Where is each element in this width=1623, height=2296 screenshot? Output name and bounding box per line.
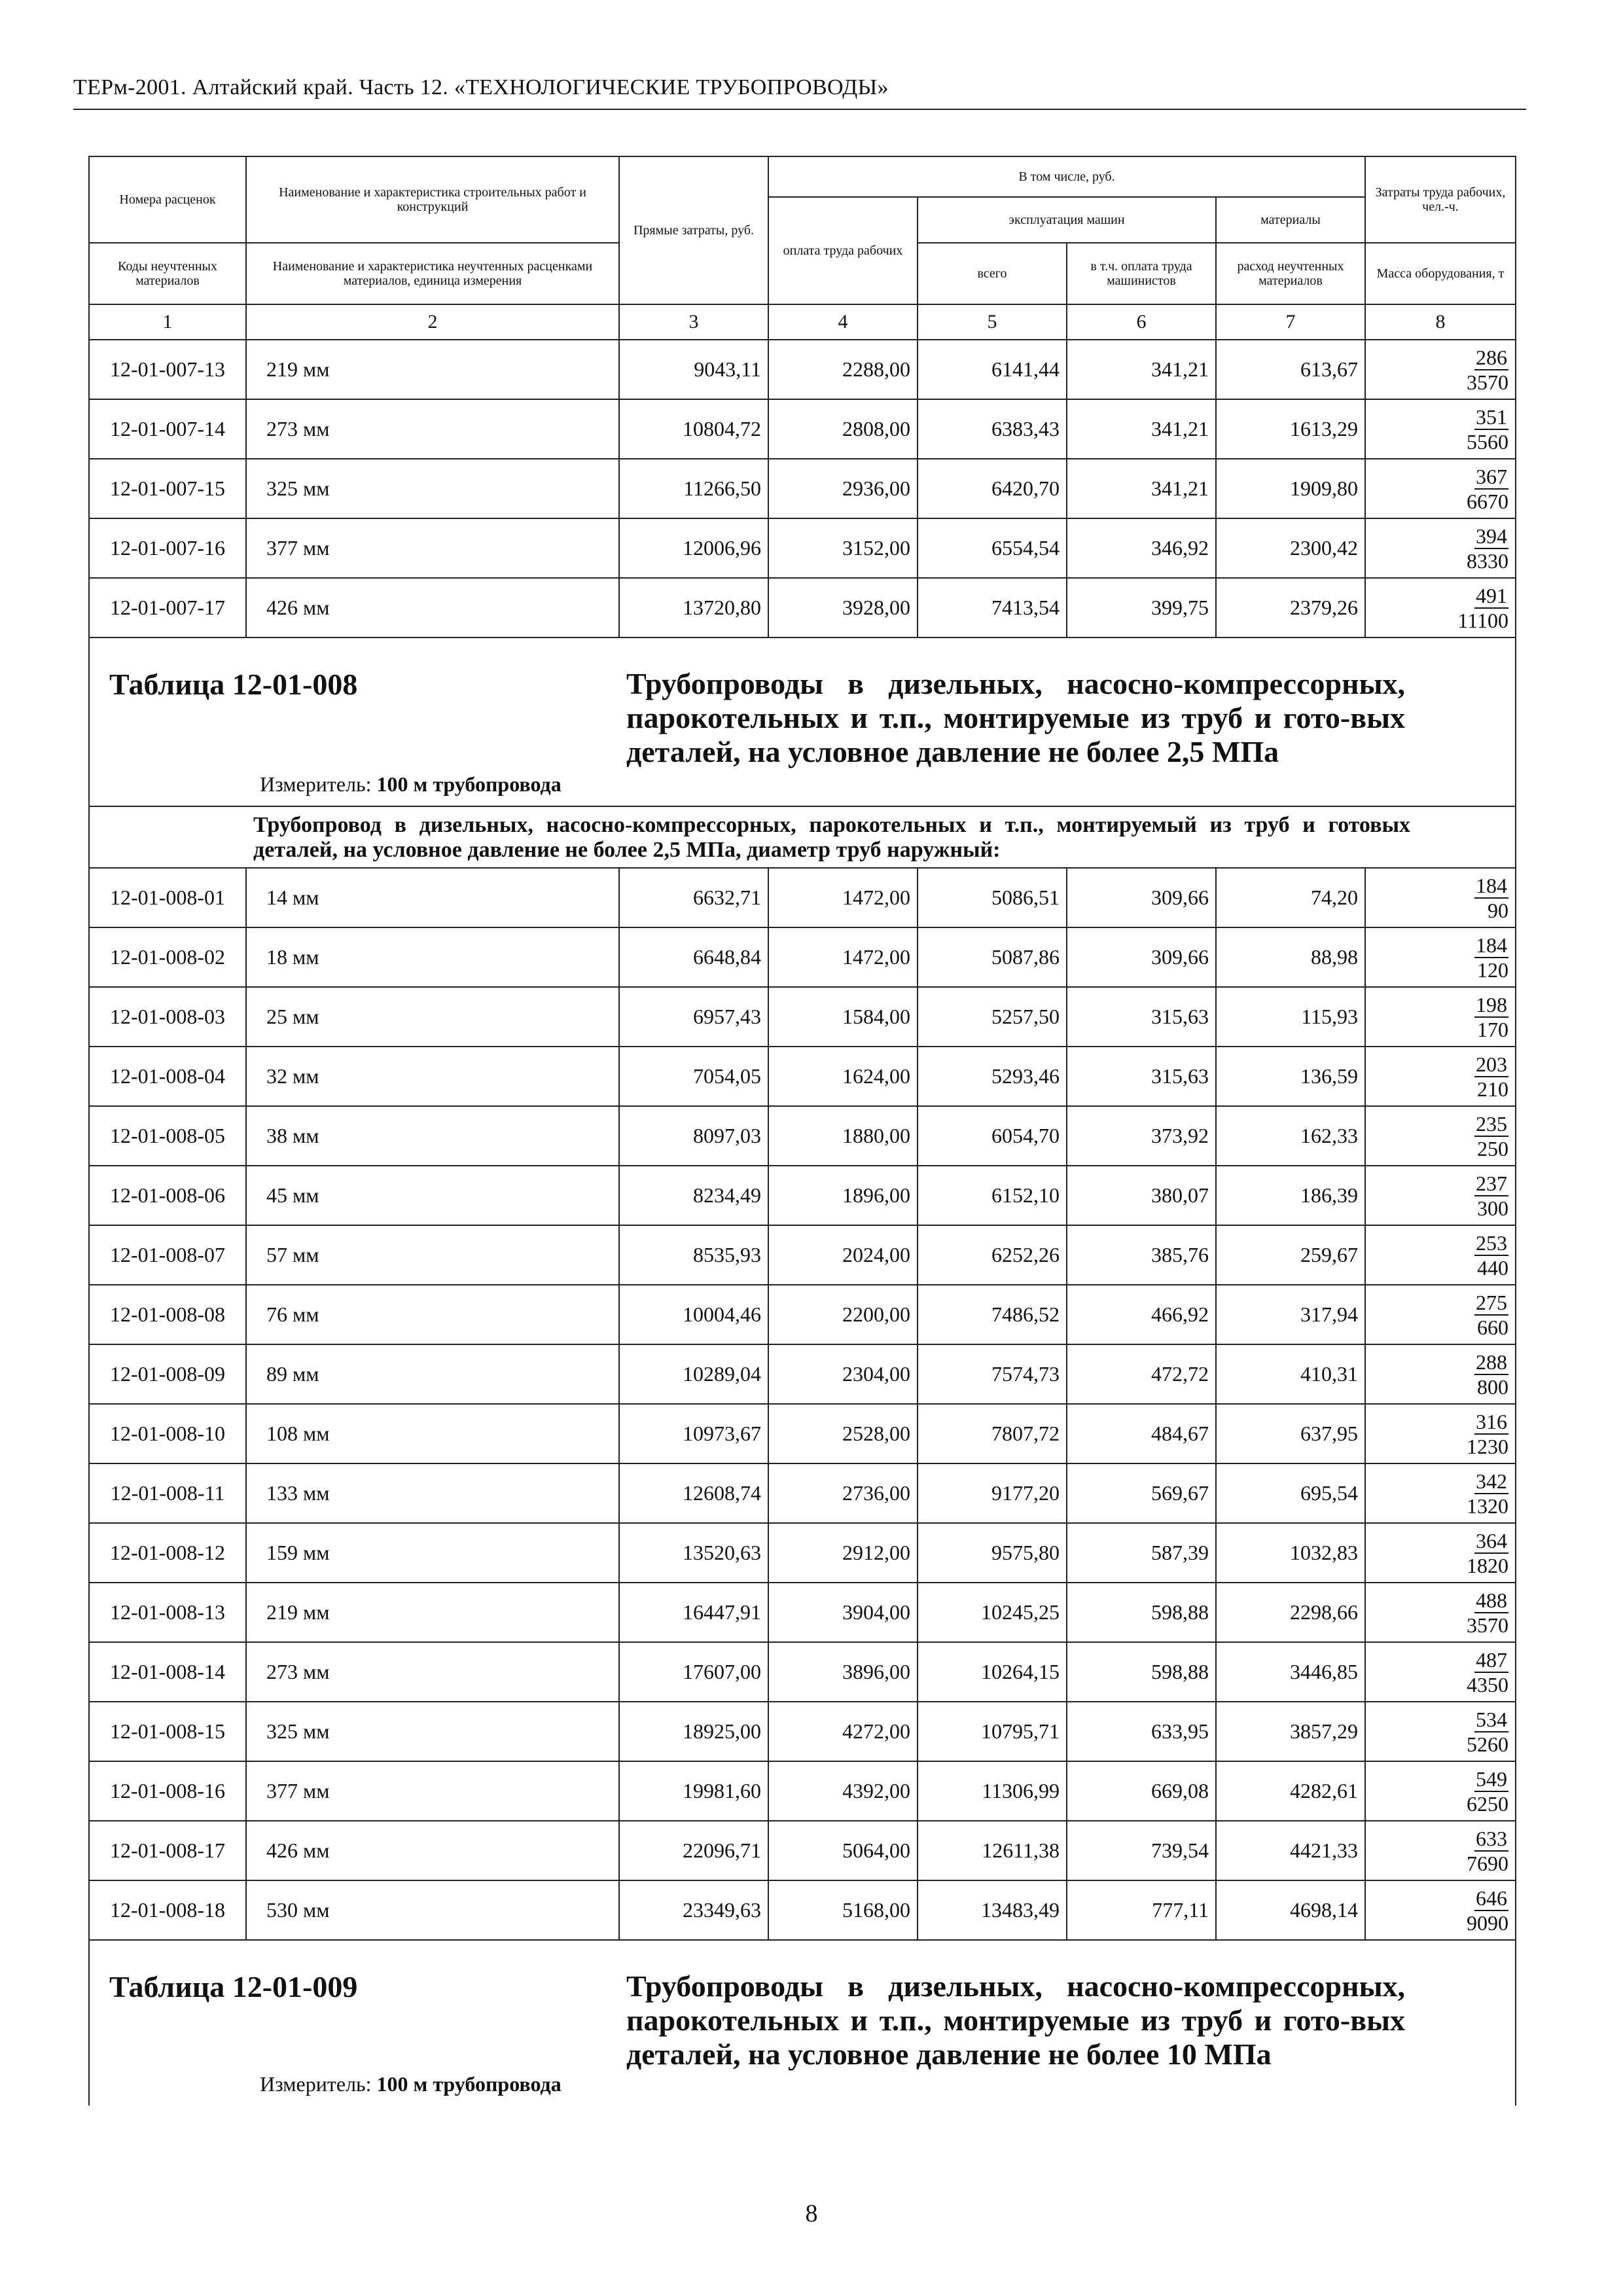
table-row	[89, 1047, 1516, 1106]
direct-cost: 10004,46	[619, 1285, 768, 1344]
equipment-mass: 4350	[1467, 1672, 1508, 1696]
equipment-mass: 210	[1477, 1077, 1508, 1101]
rate-code: 12-01-008-18	[89, 1880, 246, 1940]
col-machinist-pay-header: в т.ч. оплата труда машинистов	[1067, 243, 1216, 304]
rate-code: 12-01-008-05	[89, 1106, 246, 1166]
machines-total: 7413,54	[918, 578, 1067, 637]
table-row	[89, 1285, 1516, 1344]
machines-total: 5293,46	[918, 1047, 1067, 1106]
table-row	[89, 1821, 1516, 1880]
materials: 4421,33	[1216, 1821, 1365, 1880]
labor-and-mass	[1365, 578, 1516, 637]
machines-total: 7574,73	[918, 1344, 1067, 1404]
machinist-pay: 315,63	[1067, 987, 1216, 1047]
item-name: 159 мм	[246, 1523, 619, 1583]
machines-total: 9177,20	[918, 1463, 1067, 1523]
item-name: 325 мм	[246, 459, 619, 518]
direct-cost: 8535,93	[619, 1225, 768, 1285]
labor-pay: 2304,00	[768, 1344, 918, 1404]
rate-code: 12-01-008-03	[89, 987, 246, 1047]
table-row	[89, 459, 1516, 518]
column-number: 8	[1365, 304, 1516, 340]
machinist-pay: 484,67	[1067, 1404, 1216, 1463]
direct-cost: 23349,63	[619, 1880, 768, 1940]
rate-code: 12-01-008-01	[89, 868, 246, 927]
labor-and-mass	[1365, 399, 1516, 459]
labor-pay: 2912,00	[768, 1523, 918, 1583]
direct-cost: 12006,96	[619, 518, 768, 578]
equipment-mass: 6250	[1467, 1791, 1508, 1816]
col-machines-total-header: всего	[918, 243, 1067, 304]
column-number: 2	[246, 304, 619, 340]
labor-cost: 646	[1476, 1886, 1507, 1910]
measurement-unit: Измеритель: 100 м трубопровода	[260, 772, 562, 796]
item-name: 325 мм	[246, 1702, 619, 1761]
col-mass-header: Масса оборудования, т	[1365, 243, 1516, 304]
direct-cost: 6957,43	[619, 987, 768, 1047]
labor-pay: 2808,00	[768, 399, 918, 459]
labor-cost: 342	[1476, 1469, 1507, 1493]
rate-code: 12-01-008-02	[89, 927, 246, 987]
labor-and-mass	[1365, 1404, 1516, 1463]
table-12-01-009-heading	[89, 1940, 1516, 2106]
table-row	[89, 1463, 1516, 1523]
rate-code: 12-01-008-06	[89, 1166, 246, 1225]
table-title: Трубопроводы в дизельных, насосно-компрессорных, парокотельных и т.п., монтируемые из труб и гото-вых деталей, на условное давление не более 2,5 МПа	[626, 667, 1405, 768]
labor-pay: 1880,00	[768, 1106, 918, 1166]
rate-code: 12-01-007-14	[89, 399, 246, 459]
materials: 3446,85	[1216, 1642, 1365, 1702]
machines-total: 6152,10	[918, 1166, 1067, 1225]
labor-cost: 364	[1476, 1528, 1507, 1552]
materials: 4282,61	[1216, 1761, 1365, 1821]
col-name-unacc-header: Наименование и характеристика неучтенных расценками материалов, единица измерения	[246, 243, 619, 304]
equipment-mass: 7690	[1467, 1851, 1508, 1875]
rows-12-01-007	[89, 340, 1516, 637]
machines-total: 7807,72	[918, 1404, 1067, 1463]
item-name: 14 мм	[246, 868, 619, 927]
machinist-pay: 315,63	[1067, 1047, 1216, 1106]
labor-cost: 237	[1476, 1171, 1507, 1195]
labor-pay: 1896,00	[768, 1166, 918, 1225]
equipment-mass: 8330	[1467, 548, 1508, 573]
equipment-mass: 1320	[1467, 1494, 1508, 1518]
machinist-pay: 633,95	[1067, 1702, 1216, 1761]
machinist-pay: 598,88	[1067, 1642, 1216, 1702]
labor-cost: 286	[1476, 345, 1507, 369]
equipment-mass: 3570	[1467, 370, 1508, 394]
direct-cost: 9043,11	[619, 340, 768, 399]
machines-total: 6554,54	[918, 518, 1067, 578]
measurement-unit: Измеритель: 100 м трубопровода	[260, 2072, 562, 2096]
labor-and-mass	[1365, 1106, 1516, 1166]
materials: 3857,29	[1216, 1702, 1365, 1761]
rate-code: 12-01-008-04	[89, 1047, 246, 1106]
col-codes-unacc-header: Коды неучтенных материалов	[89, 243, 246, 304]
materials: 2298,66	[1216, 1583, 1365, 1642]
page-header: ТЕРм-2001. Алтайский край. Часть 12. «ТЕХНОЛОГИЧЕСКИЕ ТРУБОПРОВОДЫ»	[73, 73, 1526, 110]
labor-pay: 3896,00	[768, 1642, 918, 1702]
table-row	[89, 399, 1516, 459]
machinist-pay: 309,66	[1067, 868, 1216, 927]
machines-total: 7486,52	[918, 1285, 1067, 1344]
item-name: 377 мм	[246, 518, 619, 578]
labor-cost: 288	[1476, 1350, 1507, 1374]
labor-and-mass	[1365, 1285, 1516, 1344]
equipment-mass: 660	[1477, 1315, 1508, 1339]
rate-code: 12-01-008-10	[89, 1404, 246, 1463]
rate-code: 12-01-008-14	[89, 1642, 246, 1702]
labor-and-mass	[1365, 1821, 1516, 1880]
labor-cost: 534	[1476, 1707, 1507, 1731]
machines-total: 9575,80	[918, 1523, 1067, 1583]
machinist-pay: 346,92	[1067, 518, 1216, 578]
labor-and-mass	[1365, 868, 1516, 927]
labor-pay: 3152,00	[768, 518, 918, 578]
equipment-mass: 250	[1477, 1136, 1508, 1160]
col-labor-cost-header: Затраты труда рабочих, чел.-ч.	[1365, 156, 1516, 243]
rate-code: 12-01-008-08	[89, 1285, 246, 1344]
labor-and-mass	[1365, 987, 1516, 1047]
table-row	[89, 1702, 1516, 1761]
labor-pay: 5064,00	[768, 1821, 918, 1880]
direct-cost: 16447,91	[619, 1583, 768, 1642]
machines-total: 6420,70	[918, 459, 1067, 518]
table-row	[89, 1344, 1516, 1404]
equipment-mass: 170	[1477, 1017, 1508, 1041]
direct-cost: 6648,84	[619, 927, 768, 987]
labor-and-mass	[1365, 1880, 1516, 1940]
col-direct-header: Прямые затраты, руб.	[619, 156, 768, 304]
rate-code: 12-01-008-07	[89, 1225, 246, 1285]
table-row	[89, 1880, 1516, 1940]
labor-and-mass	[1365, 1463, 1516, 1523]
item-name: 530 мм	[246, 1880, 619, 1940]
rate-code: 12-01-007-15	[89, 459, 246, 518]
col-labor-pay-header: оплата труда рабочих	[768, 197, 918, 304]
labor-cost: 316	[1476, 1409, 1507, 1433]
item-name: 219 мм	[246, 1583, 619, 1642]
rate-code: 12-01-007-17	[89, 578, 246, 637]
machines-total: 6383,43	[918, 399, 1067, 459]
table-row	[89, 927, 1516, 987]
labor-cost: 367	[1476, 464, 1507, 488]
item-name: 219 мм	[246, 340, 619, 399]
equipment-mass: 3570	[1467, 1613, 1508, 1637]
labor-and-mass	[1365, 1225, 1516, 1285]
machines-total: 5257,50	[918, 987, 1067, 1047]
table-number: Таблица 12-01-009	[109, 1970, 358, 2003]
table-row	[89, 987, 1516, 1047]
labor-cost: 351	[1476, 404, 1507, 429]
column-number: 7	[1216, 304, 1365, 340]
labor-pay: 1472,00	[768, 927, 918, 987]
rate-code: 12-01-007-16	[89, 518, 246, 578]
labor-pay: 4392,00	[768, 1761, 918, 1821]
machines-total: 13483,49	[918, 1880, 1067, 1940]
table-row	[89, 578, 1516, 637]
labor-cost: 491	[1476, 583, 1507, 607]
equipment-mass: 5260	[1467, 1732, 1508, 1756]
labor-pay: 2024,00	[768, 1225, 918, 1285]
labor-pay: 2736,00	[768, 1463, 918, 1523]
table-12-01-008-heading	[89, 637, 1516, 868]
table-header	[89, 156, 1516, 304]
item-name: 273 мм	[246, 1642, 619, 1702]
labor-cost: 394	[1476, 524, 1507, 548]
direct-cost: 13520,63	[619, 1523, 768, 1583]
labor-cost: 633	[1476, 1826, 1507, 1850]
labor-pay: 4272,00	[768, 1702, 918, 1761]
machinist-pay: 373,92	[1067, 1106, 1216, 1166]
labor-pay: 3928,00	[768, 578, 918, 637]
table-row	[89, 1106, 1516, 1166]
item-name: 426 мм	[246, 1821, 619, 1880]
labor-and-mass	[1365, 459, 1516, 518]
table-row	[89, 1761, 1516, 1821]
materials: 2379,26	[1216, 578, 1365, 637]
item-name: 108 мм	[246, 1404, 619, 1463]
machinist-pay: 309,66	[1067, 927, 1216, 987]
equipment-mass: 1820	[1467, 1553, 1508, 1577]
machines-total: 12611,38	[918, 1821, 1067, 1880]
machinist-pay: 380,07	[1067, 1166, 1216, 1225]
materials: 74,20	[1216, 868, 1365, 927]
rate-code: 12-01-008-17	[89, 1821, 246, 1880]
column-number: 4	[768, 304, 918, 340]
labor-pay: 5168,00	[768, 1880, 918, 1940]
table-row	[89, 1166, 1516, 1225]
table-row	[89, 1583, 1516, 1642]
materials: 613,67	[1216, 340, 1365, 399]
labor-and-mass	[1365, 1583, 1516, 1642]
table-row	[89, 868, 1516, 927]
machinist-pay: 598,88	[1067, 1583, 1216, 1642]
item-name: 273 мм	[246, 399, 619, 459]
machines-total: 6252,26	[918, 1225, 1067, 1285]
labor-pay: 1472,00	[768, 868, 918, 927]
item-name: 45 мм	[246, 1166, 619, 1225]
labor-cost: 275	[1476, 1290, 1507, 1314]
rate-code: 12-01-008-16	[89, 1761, 246, 1821]
labor-cost: 488	[1476, 1588, 1507, 1612]
machines-total: 5087,86	[918, 927, 1067, 987]
equipment-mass: 6670	[1467, 489, 1508, 513]
labor-pay: 1624,00	[768, 1047, 918, 1106]
equipment-mass: 5560	[1467, 429, 1508, 454]
materials: 259,67	[1216, 1225, 1365, 1285]
machines-total: 10245,25	[918, 1583, 1067, 1642]
materials: 186,39	[1216, 1166, 1365, 1225]
direct-cost: 6632,71	[619, 868, 768, 927]
column-number: 1	[89, 304, 246, 340]
direct-cost: 11266,50	[619, 459, 768, 518]
machinist-pay: 777,11	[1067, 1880, 1216, 1940]
table-subtitle: Трубопровод в дизельных, насосно-компрессорных, парокотельных и т.п., монтируемый из труб и готовых деталей, на условное давление не более 2,5 МПа, диаметр труб наружный:	[89, 806, 1516, 868]
equipment-mass: 120	[1477, 958, 1508, 982]
labor-cost: 549	[1476, 1767, 1507, 1791]
equipment-mass: 440	[1477, 1255, 1508, 1280]
item-name: 38 мм	[246, 1106, 619, 1166]
rate-code: 12-01-008-12	[89, 1523, 246, 1583]
labor-and-mass	[1365, 927, 1516, 987]
materials: 637,95	[1216, 1404, 1365, 1463]
equipment-mass: 800	[1477, 1374, 1508, 1399]
labor-pay: 2936,00	[768, 459, 918, 518]
materials: 1613,29	[1216, 399, 1365, 459]
item-name: 133 мм	[246, 1463, 619, 1523]
machinist-pay: 341,21	[1067, 340, 1216, 399]
col-materials-header: материалы	[1216, 197, 1365, 243]
table-row	[89, 340, 1516, 399]
equipment-mass: 300	[1477, 1196, 1508, 1220]
column-number: 3	[619, 304, 768, 340]
direct-cost: 10804,72	[619, 399, 768, 459]
materials: 695,54	[1216, 1463, 1365, 1523]
materials: 2300,42	[1216, 518, 1365, 578]
machinist-pay: 341,21	[1067, 459, 1216, 518]
machinist-pay: 472,72	[1067, 1344, 1216, 1404]
materials: 1909,80	[1216, 459, 1365, 518]
materials: 162,33	[1216, 1106, 1365, 1166]
machines-total: 10264,15	[918, 1642, 1067, 1702]
col-materials-sub-header: расход неучтенных материалов	[1216, 243, 1365, 304]
col-codes-header: Номера расценок	[89, 156, 246, 243]
item-name: 25 мм	[246, 987, 619, 1047]
rate-code: 12-01-008-15	[89, 1702, 246, 1761]
machines-total: 10795,71	[918, 1702, 1067, 1761]
materials: 136,59	[1216, 1047, 1365, 1106]
item-name: 18 мм	[246, 927, 619, 987]
page-number: 8	[805, 2200, 818, 2227]
col-machines-header: эксплуатация машин	[918, 197, 1216, 243]
col-name-header: Наименование и характеристика строительных работ и конструкций	[246, 156, 619, 243]
item-name: 57 мм	[246, 1225, 619, 1285]
labor-and-mass	[1365, 1761, 1516, 1821]
table-title: Трубопроводы в дизельных, насосно-компрессорных, парокотельных и т.п., монтируемые из труб и гото-вых деталей, на условное давление не более 10 МПа	[626, 1969, 1405, 2071]
rate-code: 12-01-008-11	[89, 1463, 246, 1523]
machines-total: 6141,44	[918, 340, 1067, 399]
machinist-pay: 341,21	[1067, 399, 1216, 459]
direct-cost: 10289,04	[619, 1344, 768, 1404]
rates-table	[88, 156, 1516, 2106]
labor-cost: 253	[1476, 1230, 1507, 1255]
direct-cost: 18925,00	[619, 1702, 768, 1761]
item-name: 32 мм	[246, 1047, 619, 1106]
labor-cost: 487	[1476, 1647, 1507, 1672]
machinist-pay: 399,75	[1067, 578, 1216, 637]
table-row	[89, 1225, 1516, 1285]
labor-and-mass	[1365, 1047, 1516, 1106]
machinist-pay: 385,76	[1067, 1225, 1216, 1285]
labor-pay: 2528,00	[768, 1404, 918, 1463]
direct-cost: 19981,60	[619, 1761, 768, 1821]
direct-cost: 10973,67	[619, 1404, 768, 1463]
labor-pay: 2200,00	[768, 1285, 918, 1344]
materials: 317,94	[1216, 1285, 1365, 1344]
machines-total: 6054,70	[918, 1106, 1067, 1166]
labor-and-mass	[1365, 1344, 1516, 1404]
labor-and-mass	[1365, 1702, 1516, 1761]
item-name: 76 мм	[246, 1285, 619, 1344]
item-name: 377 мм	[246, 1761, 619, 1821]
labor-pay: 3904,00	[768, 1583, 918, 1642]
materials: 410,31	[1216, 1344, 1365, 1404]
equipment-mass: 11100	[1457, 608, 1508, 632]
machinist-pay: 669,08	[1067, 1761, 1216, 1821]
equipment-mass: 9090	[1467, 1910, 1508, 1935]
item-name: 89 мм	[246, 1344, 619, 1404]
machinist-pay: 739,54	[1067, 1821, 1216, 1880]
labor-and-mass	[1365, 1166, 1516, 1225]
materials: 115,93	[1216, 987, 1365, 1047]
machines-total: 5086,51	[918, 868, 1067, 927]
labor-cost: 198	[1476, 992, 1507, 1016]
direct-cost: 8234,49	[619, 1166, 768, 1225]
table-row	[89, 1642, 1516, 1702]
col-incl-header: В том числе, руб.	[768, 156, 1365, 197]
rate-code: 12-01-008-13	[89, 1583, 246, 1642]
direct-cost: 8097,03	[619, 1106, 768, 1166]
direct-cost: 22096,71	[619, 1821, 768, 1880]
labor-and-mass	[1365, 1642, 1516, 1702]
labor-pay: 1584,00	[768, 987, 918, 1047]
table-row	[89, 1404, 1516, 1463]
table-row	[89, 518, 1516, 578]
machinist-pay: 466,92	[1067, 1285, 1216, 1344]
rows-12-01-008	[89, 868, 1516, 1940]
machines-total: 11306,99	[918, 1761, 1067, 1821]
direct-cost: 13720,80	[619, 578, 768, 637]
labor-cost: 184	[1476, 933, 1507, 957]
rate-code: 12-01-008-09	[89, 1344, 246, 1404]
materials: 88,98	[1216, 927, 1365, 987]
materials: 1032,83	[1216, 1523, 1365, 1583]
machinist-pay: 569,67	[1067, 1463, 1216, 1523]
table-row	[89, 1523, 1516, 1583]
labor-cost: 184	[1476, 873, 1507, 897]
labor-cost: 235	[1476, 1111, 1507, 1136]
column-number: 5	[918, 304, 1067, 340]
direct-cost: 7054,05	[619, 1047, 768, 1106]
labor-pay: 2288,00	[768, 340, 918, 399]
column-number: 6	[1067, 304, 1216, 340]
labor-and-mass	[1365, 340, 1516, 399]
labor-and-mass	[1365, 518, 1516, 578]
rate-code: 12-01-007-13	[89, 340, 246, 399]
labor-cost: 203	[1476, 1052, 1507, 1076]
table-number: Таблица 12-01-008	[109, 668, 358, 701]
materials: 4698,14	[1216, 1880, 1365, 1940]
column-numbers	[89, 304, 1516, 340]
equipment-mass: 1230	[1467, 1434, 1508, 1458]
direct-cost: 12608,74	[619, 1463, 768, 1523]
item-name: 426 мм	[246, 578, 619, 637]
machinist-pay: 587,39	[1067, 1523, 1216, 1583]
equipment-mass: 90	[1488, 898, 1508, 922]
direct-cost: 17607,00	[619, 1642, 768, 1702]
labor-and-mass	[1365, 1523, 1516, 1583]
